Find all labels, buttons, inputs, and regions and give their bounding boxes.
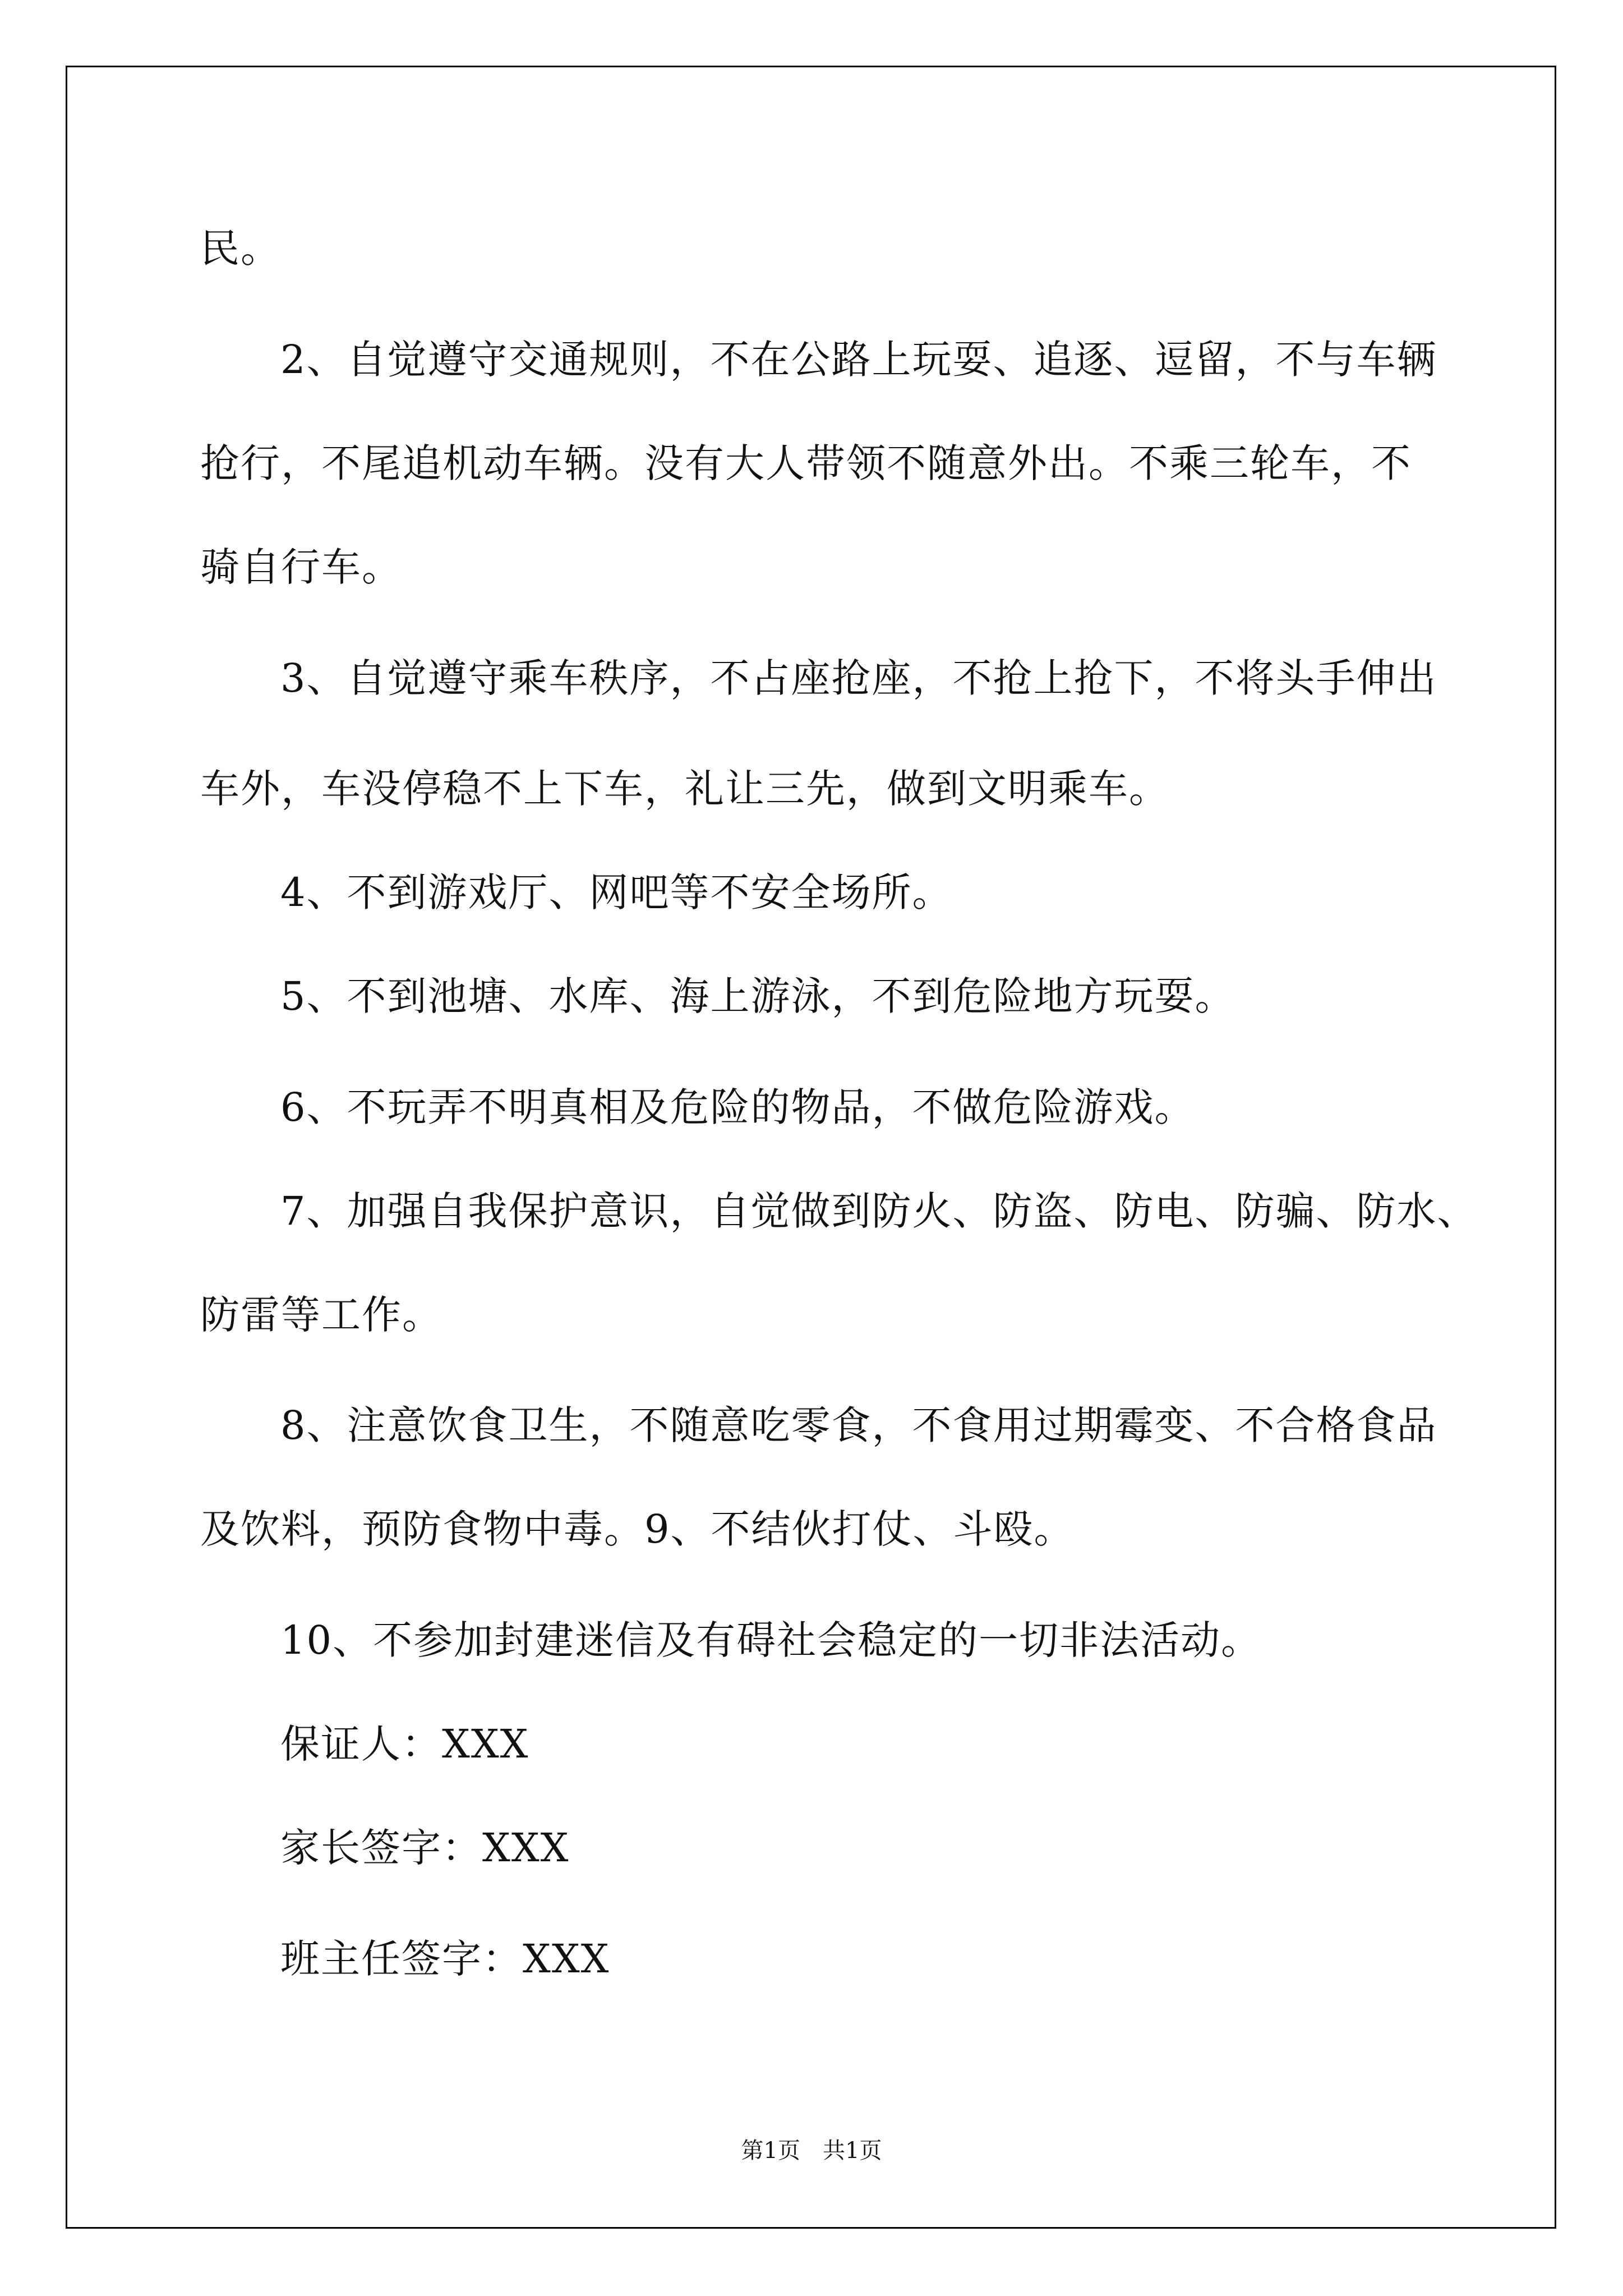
text-line: 6、不玩弄不明真相及危险的物品，不做危险游戏。	[280, 1084, 1195, 1130]
text-line: 4、不到游戏厅、网吧等不安全场所。	[280, 869, 953, 915]
text-line: 8、注意饮食卫生，不随意吃零食，不食用过期霉变、不合格食品	[280, 1402, 1437, 1448]
text-line: 民。	[200, 226, 281, 272]
text-line: 抢行，不尾追机动车辆。没有大人带领不随意外出。不乘三轮车，不	[200, 440, 1412, 486]
text-line: 2、自觉遵守交通规则，不在公路上玩耍、追逐、逗留，不与车辆	[280, 337, 1437, 383]
page-border	[66, 66, 1556, 2229]
page-footer: 第1页 共1页	[741, 2138, 882, 2164]
text-line: 车外，车没停稳不上下车，礼让三先，做到文明乘车。	[200, 766, 1169, 812]
text-line: 5、不到池塘、水库、海上游泳，不到危险地方玩耍。	[280, 973, 1235, 1019]
text-line: 及饮料，预防食物中毒。9、不结伙打仗、斗殴。	[200, 1506, 1075, 1552]
text-line: 10、不参加封建迷信及有碍社会稳定的一切非法活动。	[280, 1617, 1262, 1663]
text-line: 防雷等工作。	[200, 1292, 442, 1338]
text-line: 3、自觉遵守乘车秩序，不占座抢座，不抢上抢下，不将头手伸出	[280, 655, 1437, 701]
text-line: 骑自行车。	[200, 544, 402, 590]
signature-parent: 家长签字：XXX	[280, 1825, 570, 1871]
text-line: 7、加强自我保护意识，自觉做到防火、防盗、防电、防骗、防水、	[280, 1188, 1478, 1234]
signature-guarantor: 保证人：XXX	[280, 1721, 529, 1767]
signature-teacher: 班主任签字：XXX	[280, 1936, 610, 1982]
